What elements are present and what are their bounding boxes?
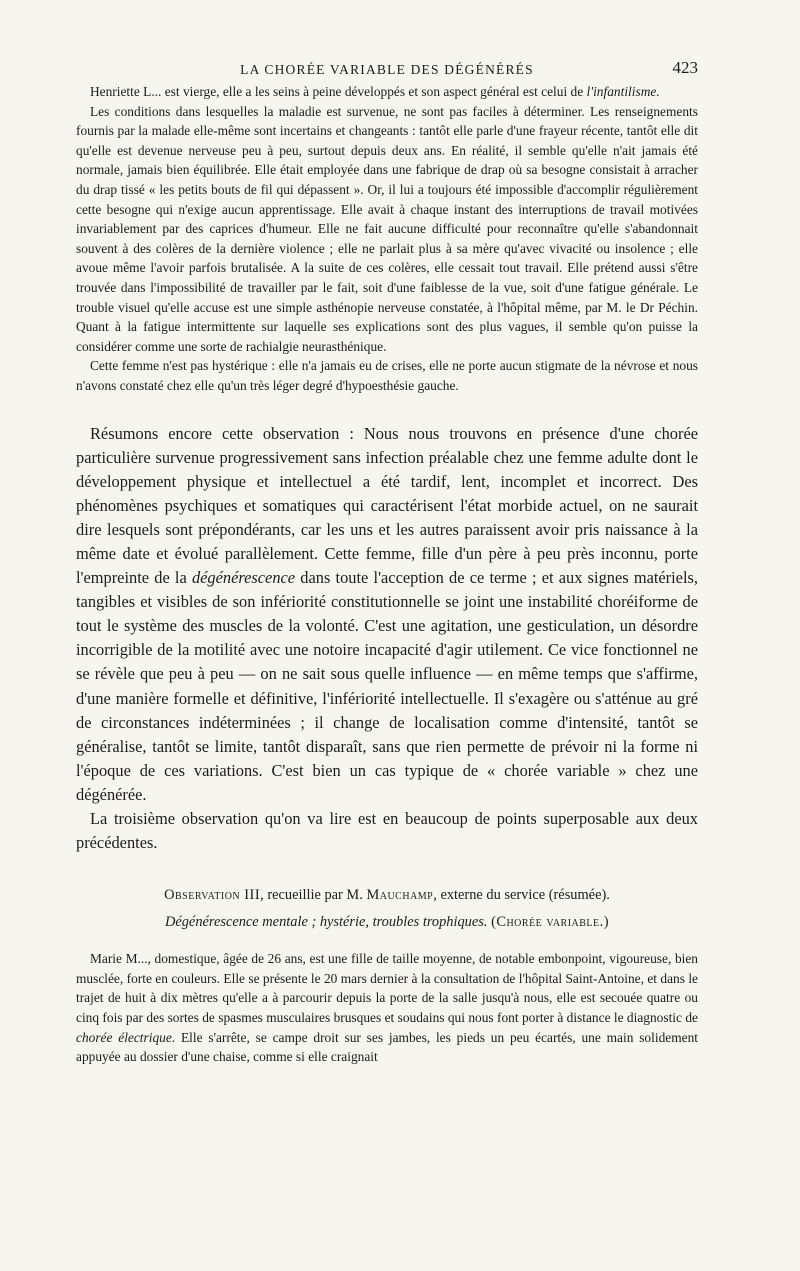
observation-subtitle bbox=[76, 914, 698, 931]
case-summary bbox=[76, 82, 698, 396]
page-number: 423 bbox=[672, 58, 698, 77]
observation-text-a: Marie M..., domestique, âgée de 26 ans, est une fille de taille moyenne, de notable embonpoint, vigoureuse, bien musclée, forte en couleurs. Elle se présente le 20 mars dernier à la consultation de l'hôpital Saint-Antoine, et dans le trajet de huit à dix mètres qu'elle a à parcourir depuis la porte de la salle jusqu'à nous, elle est secouée quatre ou cinq fois par des sortes de spasmes musculaires brusques et soudains qui nous font porter à distance le diagnostic de bbox=[76, 951, 698, 1025]
observation-italic-term: chorée électrique bbox=[76, 1029, 172, 1045]
discussion-paragraph-1 bbox=[76, 422, 698, 808]
discussion bbox=[76, 422, 698, 856]
observation-subtitle-tag: (Chorée variable.) bbox=[491, 914, 610, 931]
observation-author: Mauchamp bbox=[366, 887, 434, 904]
observation-heading-end: , externe du service (résumée). bbox=[433, 887, 610, 904]
observation-text-c: . Elle s'arrête, se campe droit sur ses jambes, les pieds un peu écartés, une main solidement appuyée au dossier d'une chaise, comme si elle craignait bbox=[76, 1029, 698, 1065]
discussion-paragraph-2: La troisième observation qu'on va lire est en beaucoup de points superposable aux deux précédentes. bbox=[76, 809, 698, 853]
running-head: LA CHORÉE VARIABLE DES DÉGÉNÉRÉS bbox=[240, 62, 534, 77]
discussion-text-a: Résumons encore cette observation : Nous nous trouvons en présence d'une chorée particulière survenue progressivement sans infection préalable chez une femme adulte dont le développement physique et intellectuel a été tardif, lent, incomplet et incorrect. Des phénomènes psychiques et somatiques qui caractérisent l'état morbide actuel, on ne saurait dire lesquels sont prépondérants, car les uns et les autres paraissent avoir pris naissance à la même date et évolué parallèlement. Cette femme, fille d'un père à peu près inconnu, porte l'empreinte de la bbox=[76, 423, 698, 588]
observation-text bbox=[76, 949, 698, 1067]
page bbox=[76, 52, 698, 1067]
observation-subtitle-italic: Dégénérescence mentale ; hystérie, troubles trophiques. bbox=[164, 914, 488, 931]
case-paragraph-1-text: Henriette L... est vierge, elle a les seins à peine développés et son aspect général est celui de bbox=[90, 84, 587, 99]
observation-heading bbox=[76, 887, 698, 904]
case-paragraph-3: Cette femme n'est pas hystérique : elle n'a jamais eu de crises, elle ne porte aucun stigmate de la névrose et nous n'avons constaté chez elle qu'un très léger degré d'hypoesthésie gauche. bbox=[76, 358, 698, 393]
case-paragraph-2: Les conditions dans lesquelles la maladie est survenue, ne sont pas faciles à déterminer. Les renseignements fournis par la malade elle-même sont incertains et changeants : tantôt elle parle d'une frayeur récente, tantôt elle dit qu'elle est devenue nerveuse peu à peu, surtout depuis deux ans. En réalité, il semble qu'elle n'ait jamais été normale, jamais bien équilibrée. Elle était employée dans une fabrique de drap où sa besogne consistait à arracher du drap tissé « les petits bouts de fil qui dépassent ». Or, il lui a toujours été impossible d'accomplir régulièrement cette besogne qui n'exige aucun apprentissage. Elle avait à chaque instant des interruptions de travail motivées invariablement par des caprices d'humeur. Elle ne fait aucune difficulté pour reconnaître qu'elle s'abandonnait souvent à des colères de la dernière violence ; elle ne parlait plus à sa mère qu'avec vivacité ou insolence ; elle avoue même l'avoir parfois brutalisée. A la suite de ces colères, elle cessait tout travail. Elle prétend aussi s'être trouvée dans l'impossibilité de travailler par le fait, soit d'une faiblesse de la vue, soit d'une fatigue générale. Le trouble visuel qu'elle accuse est une simple asthénopie nerveuse constatée, à l'hôpital même, par M. le Dr Péchin. Quant à la fatigue intermittente sur laquelle ses explications sont des plus vagues, il semble qu'on puisse la considérer comme une sorte de rachialgie neurasthénique. bbox=[76, 103, 698, 354]
case-paragraph-1-italic: l'infantilisme. bbox=[586, 84, 660, 99]
page-header bbox=[76, 52, 698, 82]
case-paragraph-1 bbox=[76, 82, 698, 102]
observation-heading-mid: , recueillie par M. bbox=[260, 887, 367, 904]
observation-paragraph bbox=[76, 949, 698, 1067]
discussion-italic-term: dégénérescence bbox=[191, 568, 296, 588]
observation-label: Observation III bbox=[164, 887, 261, 904]
discussion-text-c: dans toute l'acception de ce terme ; et aux signes matériels, tangibles et visibles de son infériorité constitutionnelle se joint une instabilité choréiforme de tout le système des muscles de la volonté. C'est une agitation, une gesticulation, un désordre incorrigible de la motilité avec une notoire incapacité d'agir utilement. Ce vice fonctionnel ne se révèle que peu à peu — on ne sait sous quelle influence — en même temps que s'affirme, d'une manière formelle et définitive, l'infériorité intellectuelle. Il s'exagère ou s'atténue au gré de circonstances indéterminées ; il change de localisation comme d'intensité, tantôt se généralise, tantôt se limite, tantôt disparaît, sans que rien permette de prévoir ni la forme ni l'époque de ces variations. C'est bien un cas typique de « chorée variable » chez une dégénérée. bbox=[76, 568, 698, 804]
